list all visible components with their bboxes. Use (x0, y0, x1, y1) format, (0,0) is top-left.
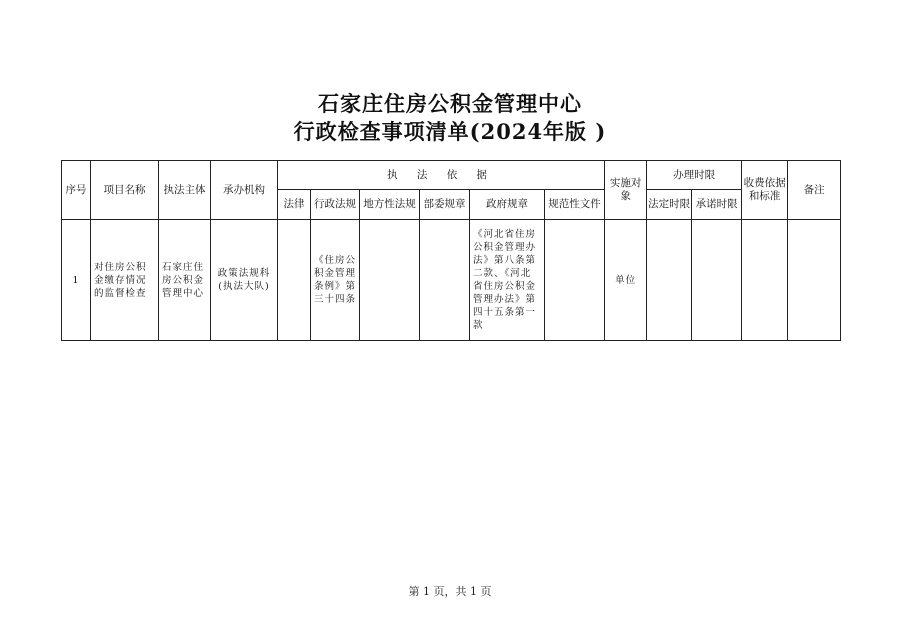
cell-dept-rule (420, 220, 470, 341)
header-target: 实施对象 (605, 161, 647, 220)
header-remark: 备注 (788, 161, 841, 220)
cell-seq: 1 (62, 220, 91, 341)
header-time: 办理时限 (647, 161, 742, 190)
inspection-items-table (61, 160, 841, 341)
document-title: 石家庄住房公积金管理中心 (318, 91, 582, 116)
header-promise-time: 承诺时限 (692, 190, 742, 220)
header-seq: 序号 (62, 161, 91, 220)
cell-undertaker: 政策法规科(执法大队) (211, 220, 278, 341)
cell-legal-time (647, 220, 692, 341)
cell-promise-time (692, 220, 742, 341)
table-row (62, 220, 841, 341)
cell-gov-rule: 《河北省住房公积金管理办法》第八条第二款、《河北省住房公积金管理办法》第四十五条第一款 (470, 220, 545, 341)
header-item-name: 项目名称 (91, 161, 159, 220)
header-local-reg: 地方性法规 (360, 190, 420, 220)
cell-law (278, 220, 311, 341)
header-norm-doc: 规范性文件 (545, 190, 605, 220)
header-legal-time: 法定时限 (647, 190, 692, 220)
cell-subject: 石家庄住房公积金管理中心 (159, 220, 211, 341)
page-footer: 第 1 页，共 1 页 (408, 585, 492, 598)
cell-item-name: 对住房公积金缴存情况的监督检查 (91, 220, 159, 341)
cell-remark (788, 220, 841, 341)
cell-admin-reg: 《住房公积金管理条例》第三十四条 (311, 220, 360, 341)
cell-target: 单位 (605, 220, 647, 341)
header-basis: 执 法 依 据 (278, 161, 605, 190)
header-admin-reg: 行政法规 (311, 190, 360, 220)
cell-local-reg (360, 220, 420, 341)
cell-norm-doc (545, 220, 605, 341)
header-undertaker: 承办机构 (211, 161, 278, 220)
cell-fee (742, 220, 788, 341)
document-subtitle: 行政检查事项清单(2024年版 ) (293, 119, 607, 144)
header-dept-rule: 部委规章 (420, 190, 470, 220)
header-law: 法律 (278, 190, 311, 220)
header-row (62, 161, 841, 190)
header-gov-rule: 政府规章 (470, 190, 545, 220)
header-subject: 执法主体 (159, 161, 211, 220)
header-fee: 收费依据和标准 (742, 161, 788, 220)
